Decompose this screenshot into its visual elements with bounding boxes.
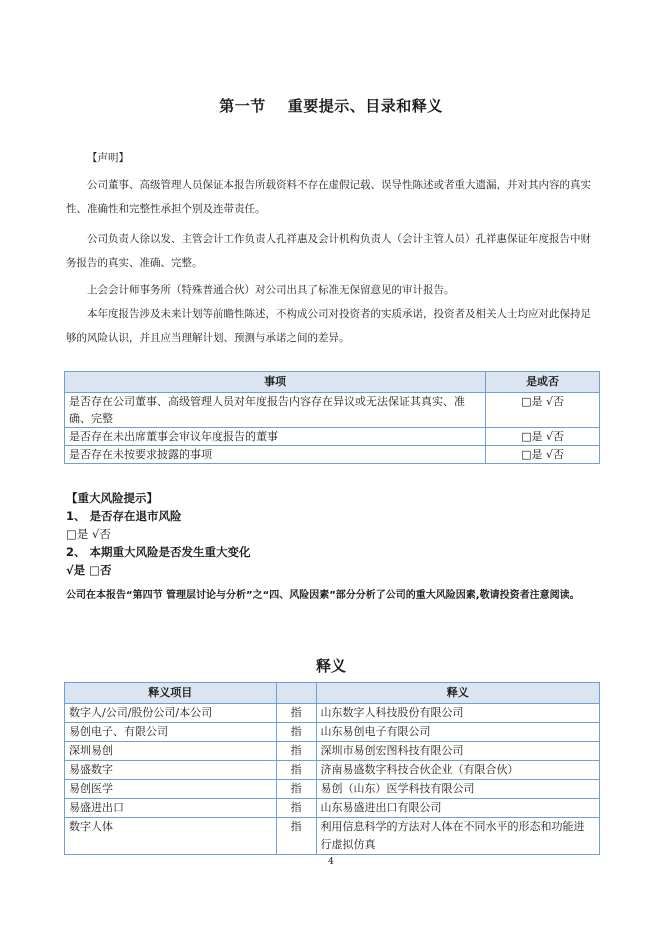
definition-refers: 指 <box>276 780 316 799</box>
statement-paragraph-4: 本年度报告涉及未来计划等前瞻性陈述，不构成公司对投资者的实质承诺，投资者及相关人士均应对此保持足够的风险认识，并且应当理解计划、预测与承诺之间的差异。 <box>66 308 591 344</box>
table-row <box>65 761 600 780</box>
table-row <box>65 799 600 818</box>
column-header <box>276 683 316 704</box>
definition-refers: 指 <box>276 704 316 723</box>
definition-refers: 指 <box>276 761 316 780</box>
definition-term: 易盛数字 <box>65 761 277 780</box>
statement-paragraph-2: 公司负责人徐以发、主管会计工作负责人孔祥惠及会计机构负责人（会计主管人员）孔祥惠保证年度报告中财务报告的真实、准确、完整。 <box>66 233 591 269</box>
definition-term: 易盛进出口 <box>65 799 277 818</box>
definition-refers: 指 <box>276 818 316 855</box>
column-header: 是或否 <box>486 372 600 393</box>
definition-refers: 指 <box>276 742 316 761</box>
definition-term: 数字人体 <box>65 818 277 855</box>
matter-answer: □是 √否 <box>486 393 600 428</box>
definitions-title: 释义 <box>315 657 346 675</box>
table-row <box>65 704 600 723</box>
table-row <box>65 393 600 428</box>
statement-label: 【声明】 <box>87 152 129 164</box>
definitions-table <box>64 682 600 855</box>
risk-label: 【重大风险提示】 <box>66 491 158 505</box>
definition-meaning: 济南易盛数字科技合伙企业（有限合伙） <box>316 761 599 780</box>
risk-question-2: 2、 本期重大风险是否发生重大变化 <box>66 545 251 559</box>
matter-item: 是否存在公司董事、高级管理人员对年度报告内容存在异议或无法保证其真实、准确、完整 <box>65 393 486 428</box>
matter-answer: □是 √否 <box>486 446 600 464</box>
statement-paragraph-3: 上会会计师事务所（特殊普通合伙）对公司出具了标准无保留意见的审计报告。 <box>87 284 455 296</box>
matter-item: 是否存在未按要求披露的事项 <box>65 446 486 464</box>
table-header-row <box>65 372 600 393</box>
section-name: 重要提示、目录和释义 <box>287 97 443 115</box>
matter-item: 是否存在未出席董事会审议年度报告的董事 <box>65 428 486 446</box>
column-header: 释义项目 <box>65 683 277 704</box>
risk-answer-2: √是 □否 <box>66 563 112 577</box>
definition-refers: 指 <box>276 799 316 818</box>
definition-meaning: 山东数字人科技股份有限公司 <box>316 704 599 723</box>
matters-table <box>64 371 600 464</box>
table-row <box>65 780 600 799</box>
table-row <box>65 723 600 742</box>
definition-meaning: 易创（山东）医学科技有限公司 <box>316 780 599 799</box>
column-header: 事项 <box>65 372 486 393</box>
page-number: 4 <box>328 857 334 867</box>
statement-paragraph-1: 公司董事、高级管理人员保证本报告所载资料不存在虚假记载、误导性陈述或者重大遗漏，并对其内容的真实性、准确性和完整性承担个别及连带责任。 <box>66 179 591 215</box>
risk-notice: 公司在本报告“第四节 管理层讨论与分析”之“四、风险因素”部分分析了公司的重大风险因素,敬请投资者注意阅读。 <box>66 590 580 601</box>
table-header-row <box>65 683 600 704</box>
column-header: 释义 <box>316 683 599 704</box>
definition-refers: 指 <box>276 723 316 742</box>
table-row <box>65 446 600 464</box>
definition-term: 易创医学 <box>65 780 277 799</box>
definition-term: 数字人/公司/股份公司/本公司 <box>65 704 277 723</box>
table-row <box>65 818 600 855</box>
definition-term: 易创电子、有限公司 <box>65 723 277 742</box>
definition-term: 深圳易创 <box>65 742 277 761</box>
definition-meaning: 山东易盛进出口有限公司 <box>316 799 599 818</box>
section-number: 第一节 <box>219 97 266 115</box>
definition-meaning: 深圳市易创宏图科技有限公司 <box>316 742 599 761</box>
table-row <box>65 742 600 761</box>
definition-meaning: 利用信息科学的方法对人体在不同水平的形态和功能进行虚拟仿真 <box>316 818 599 855</box>
risk-question-1: 1、 是否存在退市风险 <box>66 509 182 523</box>
definition-meaning: 山东易创电子有限公司 <box>316 723 599 742</box>
matter-answer: □是 √否 <box>486 428 600 446</box>
page-title <box>0 95 662 116</box>
table-row <box>65 428 600 446</box>
risk-answer-1: □是 √否 <box>66 527 111 541</box>
